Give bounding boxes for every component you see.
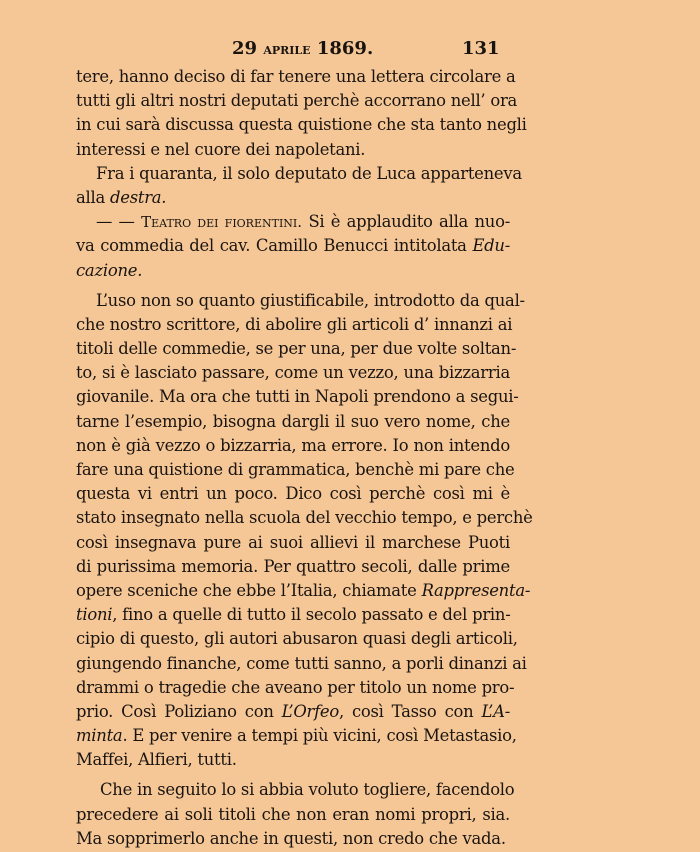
text-line: giovanile. Ma ora che tutti in Napoli prendono a segui-: [76, 387, 519, 407]
text-run: . E per venire a tempi più vicini, così Metastasio,: [122, 726, 517, 746]
text-line: [76, 234, 510, 258]
paragraph-3: [76, 210, 510, 283]
text-line: precedere ai soli titoli che non eran nomi propri, sia.: [76, 804, 510, 824]
text-line: Maffei, Alfieri, tutti.: [76, 750, 237, 770]
section-dash: — —: [96, 212, 142, 232]
text-line: stato insegnato nella scuola del vecchio tempo, e perchè: [76, 508, 533, 528]
text-line: giungendo finanche, come tutti sanno, a porli dinanzi ai: [76, 653, 527, 673]
text-line: non è già vezzo o bizzarria, ma errore. Io non intendo: [76, 435, 510, 455]
text-line: tere, hanno deciso di far tenere una lettera circolare a: [76, 67, 516, 86]
section-heading: Teatro dei fiorentini.: [141, 213, 303, 232]
text-line: titoli delle commedie, se per una, per due volte soltan-: [76, 339, 517, 359]
paragraph-5: [76, 778, 515, 851]
text-line: Ma sopprimerlo anche in questi, non credo che vada.: [76, 828, 506, 848]
header-date-month: aprile: [263, 39, 311, 58]
text-line: [76, 700, 510, 724]
text-run: alla: [76, 187, 110, 207]
text-line: fare una quistione di grammatica, benchè mi pare che: [76, 460, 515, 479]
text-line: questa vi entri un poco. Dico così perchè così mi è: [76, 484, 510, 504]
paragraph-1: [76, 65, 527, 162]
text-line: [76, 186, 510, 210]
text-line: [76, 259, 510, 283]
text-line: [76, 724, 517, 748]
text-line: drammi o tragedie che aveano per titolo un nome pro-: [76, 677, 515, 697]
paragraph-2: [76, 162, 522, 210]
italic-title-part: minta: [76, 726, 123, 746]
text-line: [76, 603, 510, 627]
text-line: L’uso non so quanto giustificabile, introdotto da qual-: [96, 290, 525, 310]
text-line: to, si è lasciato passare, come un vezzo, una bizzarria: [76, 363, 510, 383]
text-line: Fra i quaranta, il solo deputato de Luca apparteneva: [96, 163, 522, 183]
text-line: in cui sarà discussa questa quistione che sta tanto negli: [76, 115, 527, 135]
text-line: [76, 579, 531, 603]
italic-title-part: Edu-: [472, 236, 510, 256]
italic-title-lorfeo: L’Orfeo: [281, 701, 339, 721]
text-line: così insegnava pure ai suoi allievi il marchese Puoti: [76, 532, 510, 552]
text-run: opere sceniche che ebbe l’Italia, chiamate: [76, 580, 422, 600]
italic-title-part: L’A-: [481, 701, 510, 721]
italic-title-part: tioni: [76, 605, 113, 625]
page-number: 131: [462, 38, 500, 59]
italic-title-part: Rappresenta-: [421, 580, 531, 600]
text-line: che nostro scrittore, di abolire gli articoli d’ innanzi ai: [76, 314, 513, 334]
text-line: tutti gli altri nostri deputati perchè accorrano nell’ ora: [76, 91, 518, 111]
text-line: interessi e nel cuore dei napoletani.: [76, 139, 366, 159]
header-date-year: 1869.: [316, 38, 374, 59]
text-run: va commedia del cav. Camillo Benucci intitolata: [76, 236, 473, 256]
text-run: prio. Così Poliziano con: [76, 701, 282, 721]
header-date: [232, 38, 373, 59]
italic-word-destra: destra.: [110, 187, 167, 207]
text-line: di purissima memoria. Per quattro secoli, dalle prime: [76, 556, 510, 576]
text-run: , fino a quelle di tutto il secolo passato e del prin-: [112, 605, 511, 625]
text-run: Si è applaudito alla nuo-: [302, 212, 510, 232]
text-run: , così Tasso con: [338, 701, 482, 721]
body-text: [76, 65, 533, 851]
italic-title-part: cazione.: [76, 260, 143, 280]
header-date-day: 29: [232, 38, 258, 59]
text-line: Che in seguito lo si abbia voluto togliere, facendolo: [100, 780, 515, 800]
text-line: tarne l’esempio, bisogna dargli il suo vero nome, che: [76, 411, 510, 431]
text-line: cipio di questo, gli autori abusaron quasi degli articoli,: [76, 629, 518, 649]
paragraph-4: [76, 289, 533, 773]
text-line: [76, 210, 510, 234]
running-head: [0, 38, 700, 62]
